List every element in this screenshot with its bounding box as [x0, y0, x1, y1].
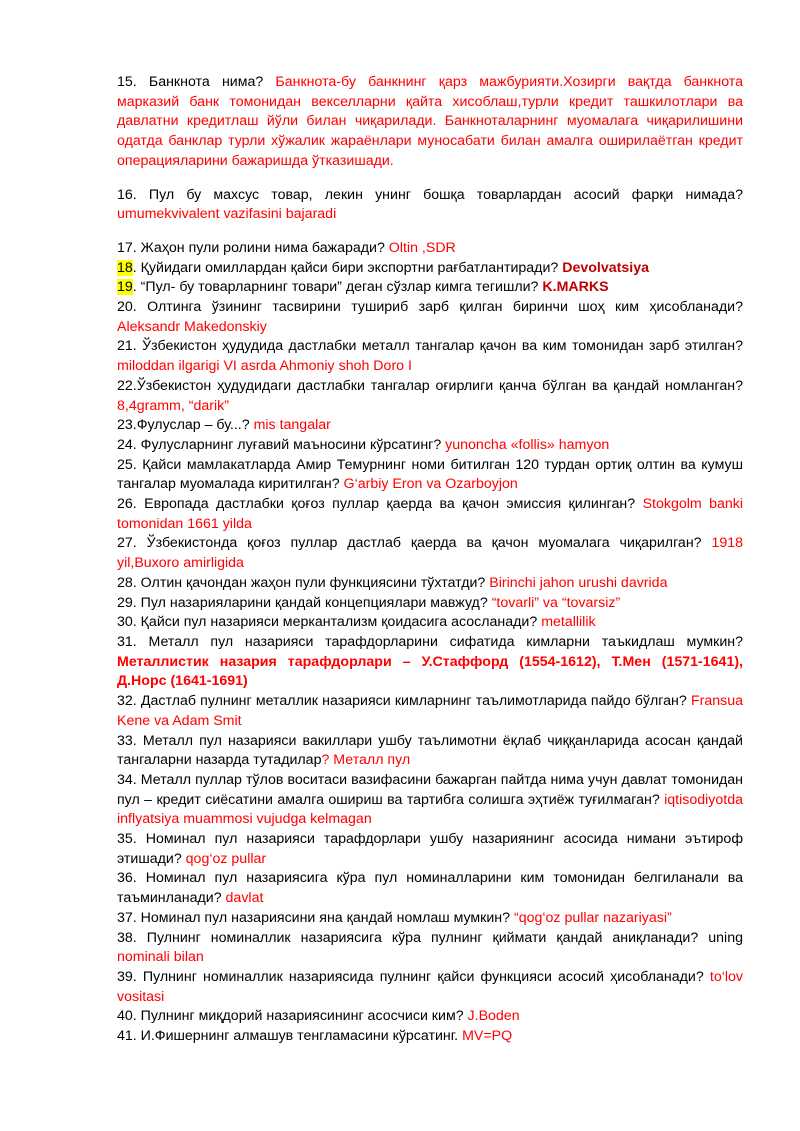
- question-text: 33. Металл пул назарияси вакиллари ушбу таълимотни ёқлаб чиққанларида асосан қандай тангаларни назарда тутадилар: [117, 732, 743, 769]
- question-text: 29. Пул назарияларини қандай концепциялари мавжуд?: [117, 594, 492, 611]
- answer-text: Devolvatsiya: [562, 259, 649, 276]
- question-32: [117, 692, 743, 731]
- question-text: 34. Металл пуллар тўлов воситаси вазифасини бажарган пайтда нима учун давлат томонидан пул – кредит сиёсатини амалга ошириш ва тартибга солишга эҳтиёж туғилмаган?: [117, 771, 743, 808]
- question-20: [117, 298, 743, 337]
- question-text: . “Пул- бу товарларнинг товари” деган сўзлар кимга тегишли?: [132, 279, 543, 296]
- question-15: [117, 73, 743, 172]
- question-text: 41. И.Фишернинг алмашув тенгламасини кўрсатинг.: [117, 1028, 463, 1045]
- question-text: 32. Дастлаб пулнинг металлик назарияси кимларнинг таълимотларида пайдо бўлган?: [117, 693, 691, 710]
- question-19: [117, 278, 743, 298]
- question-21: [117, 337, 743, 376]
- question-text: 22.Ўзбекистон ҳудудидаги дастлабки тангалар оғирлиги қанча бўлган ва қандай номланган?: [117, 377, 743, 394]
- answer-text: Stokgolm banki tomonidan 1661 yilda: [117, 496, 744, 532]
- question-28: [117, 574, 743, 594]
- answer-text: davlat: [225, 890, 264, 907]
- question-text: 24. Фулусларнинг луғавий маъносини кўрсатинг?: [117, 436, 446, 453]
- question-33: [117, 732, 743, 771]
- question-text: 23.Фулуслар – бу...?: [117, 417, 254, 434]
- question-17: [117, 239, 743, 259]
- question-text: 21. Ўзбекистон ҳудудида дастлабки металл тангалар қачон ва ким томонидан зарб этилган?: [117, 338, 743, 355]
- answer-text: J.Boden: [467, 1008, 520, 1025]
- answer-text: qog‘oz pullar: [185, 850, 267, 867]
- question-text: 20. Олтинга ўзининг тасвирини тушириб зарб қилган биринчи шоҳ ким ҳисобланади?: [117, 299, 743, 316]
- question-text: 15. Банкнота нима?: [117, 74, 276, 90]
- question-31: [117, 633, 743, 692]
- answer-text: K.MARKS: [542, 279, 609, 296]
- answer-text: 8,4gramm, “darik”: [117, 397, 229, 414]
- answer-text: Fransua Kene va Adam Smit: [117, 693, 743, 729]
- question-text: 37. Номинал пул назариясини яна қандай номлаш мумкин?: [117, 909, 514, 926]
- question-text: 30. Қайси пул назарияси меркантализм қоидасига асосланади?: [117, 614, 542, 631]
- highlighted-number: 19: [117, 279, 133, 296]
- highlighted-number: 18: [117, 259, 133, 276]
- question-30: [117, 613, 743, 633]
- question-39: [117, 968, 743, 1007]
- question-22: [117, 377, 743, 416]
- question-text: 16. Пул бу махсус товар, лекин унинг бошқа товарлардан асосий фарқи нимада?: [117, 186, 743, 203]
- question-text: 39. Пулнинг номиналлик назариясида пулнинг қайси функцияси асосий ҳисобланади?: [117, 968, 710, 985]
- answer-text: “qog‘oz pullar nazariyasi”: [513, 909, 672, 926]
- question-text: 40. Пулнинг миқдорий назариясининг асосчиси ким?: [117, 1008, 468, 1025]
- question-text: 17. Жаҳон пули ролини нима бажаради?: [117, 239, 389, 256]
- answer-text: G‘arbiy Eron va Ozarboyjon: [343, 476, 518, 493]
- question-40: [117, 1007, 743, 1027]
- answer-text: mis tangalar: [253, 417, 331, 434]
- question-35: [117, 830, 743, 869]
- question-text: 38. Пулнинг номиналлик назариясига кўра пулнинг қиймати қандай аниқланади? uning: [117, 929, 743, 946]
- question-25: [117, 456, 743, 495]
- question-text: 26. Европада дастлабки қоғоз пуллар қаерда ва қачон эмиссия қилинган?: [117, 496, 643, 513]
- answer-text: Металлистик назария тарафдорлари – У.Стаффорд (1554-1612), Т.Мен (1571-1641), Д.Норс (1641-1691): [117, 653, 743, 690]
- question-36: [117, 869, 743, 908]
- question-text: 36. Номинал пул назариясига кўра пул номиналларини ким томонидан белгиланали ва таъминланади?: [117, 870, 743, 907]
- answer-text: yunoncha «follis» hamyon: [445, 436, 610, 453]
- document-page: [117, 73, 743, 1047]
- answer-text: MV=PQ: [462, 1028, 513, 1045]
- question-34: [117, 771, 743, 830]
- answer-text: miloddan ilgarigi VI asrda Ahmoniy shoh Doro I: [117, 358, 412, 375]
- question-41: [117, 1027, 743, 1047]
- question-text: 25. Қайси мамлакатларда Амир Темурнинг номи битилган 120 турдан ортиқ олтин ва кумуш тангалар муомалада киритилган?: [117, 456, 743, 493]
- answer-text: iqtisodiyotda inflyatsiya muammosi vujudga kelmagan: [117, 791, 743, 828]
- question-text: 28. Олтин қачондан жаҳон пули функциясини тўхтатди?: [117, 574, 490, 591]
- answer-text: nominali bilan: [117, 949, 204, 966]
- question-text: . Қуйидаги омиллардан қайси бири экспортни рағбатлантиради?: [132, 259, 563, 276]
- answer-text: to‘lov vositasi: [117, 968, 743, 1005]
- question-27: [117, 534, 743, 573]
- answer-text: 1918 yil,Buxoro amirligida: [117, 535, 743, 572]
- question-38: [117, 929, 743, 968]
- question-text: 35. Номинал пул назарияси тарафдорлари ушбу назариянинг асосида нимани эътироф этишади?: [117, 831, 743, 867]
- question-26: [117, 495, 743, 534]
- question-16: [117, 186, 743, 225]
- question-37: [117, 909, 743, 929]
- answer-text: “tovarli” va “tovarsiz”: [491, 594, 621, 611]
- answer-text: ? Металл пул: [321, 752, 411, 769]
- question-29: [117, 594, 743, 614]
- question-18: [117, 259, 743, 279]
- question-24: [117, 436, 743, 456]
- question-23: [117, 416, 743, 436]
- question-text: 27. Ўзбекистонда қоғоз пуллар дастлаб қаерда ва қачон муомалага чиқарилган?: [117, 535, 712, 552]
- answer-text: Oltin ,SDR: [388, 239, 456, 256]
- answer-text: Банкнота-бу банкнинг қарз мажбурияти.Хозирги вақтда банкнота марказий банк томонидан вeкселларни қайта хисоблаш,турли кредит ташкилотлари ва давлатни кредитлаш йўли билан чиқарилади. Банкноталарнинг муомалага чиқарилишини одатда банклар турли хўжалик жараёнлари муносабати билан амалга оширилаётган кредит операцияларини бажаришда ўтказишади.: [117, 74, 743, 169]
- answer-text: metallilik: [541, 614, 596, 631]
- answer-text: umumekvivalent vazifasini bajaradi: [117, 206, 337, 223]
- answer-text: Aleksandr Makedonskiy: [117, 318, 267, 335]
- answer-text: Birinchi jahon urushi davrida: [489, 574, 668, 591]
- question-text: 31. Металл пул назарияси тарафдорларини сифатида кимларни таъкидлаш мумкин?: [117, 633, 743, 650]
